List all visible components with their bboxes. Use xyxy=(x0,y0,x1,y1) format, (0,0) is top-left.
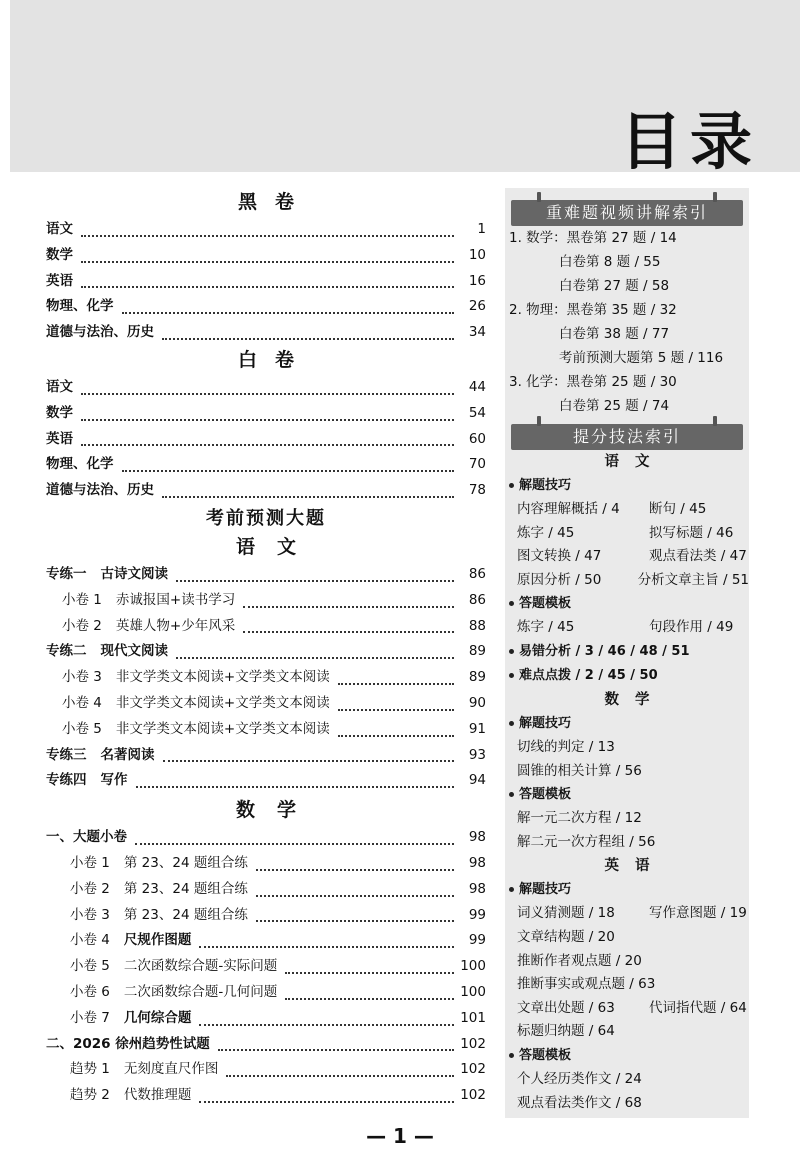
toc-row[interactable] xyxy=(46,743,486,769)
category-row: 难点点拨 / 2 / 45 / 50 xyxy=(505,664,749,688)
skill-entry: 句段作用 / 49 xyxy=(649,619,734,636)
toc-row[interactable] xyxy=(46,375,486,401)
index-sidebar xyxy=(505,188,749,1118)
skill-entry: 写作意图题 / 19 xyxy=(649,905,747,922)
leader-dots xyxy=(199,1024,454,1026)
leader-dots xyxy=(81,444,454,446)
video-index-banner xyxy=(511,200,743,226)
toc-label: 一、大题小卷 xyxy=(46,829,127,846)
leader-dots xyxy=(122,470,455,472)
toc-text: 第 23、24 题组合练 xyxy=(123,906,248,923)
toc-label: 小卷 4 xyxy=(70,932,110,949)
skill-row xyxy=(505,616,749,640)
skill-list xyxy=(505,902,749,1044)
toc-label: 语文 xyxy=(46,221,73,237)
category-row: 答题模板 xyxy=(505,592,749,616)
toc-row[interactable] xyxy=(46,614,486,640)
video-index-row[interactable] xyxy=(505,346,749,370)
toc-label: 道德与法治、历史 xyxy=(46,482,154,499)
toc-page: 100 xyxy=(460,958,486,975)
video-index-entry: 黑卷第 27 题 / 14 xyxy=(566,230,677,246)
skill-entry: 标题归纳题 / 64 xyxy=(517,1023,615,1040)
video-index-row[interactable] xyxy=(505,274,749,298)
toc-label: 小卷 5 xyxy=(62,720,102,737)
toc-text: 现代文阅读 xyxy=(100,643,168,660)
toc-row[interactable] xyxy=(46,1083,486,1109)
toc-left-column xyxy=(46,188,486,1109)
video-index-row[interactable] xyxy=(505,250,749,274)
leader-dots xyxy=(176,580,454,582)
video-index-entry: 白卷第 27 题 / 58 xyxy=(559,278,670,294)
video-index-row[interactable] xyxy=(505,370,749,394)
bullet-icon xyxy=(509,649,514,654)
toc-label: 趋势 2 xyxy=(70,1087,110,1104)
toc-page: 101 xyxy=(460,1009,486,1026)
section-title-shuxue: 数学 xyxy=(235,799,318,822)
toc-row[interactable] xyxy=(46,1032,486,1058)
toc-text: 无刻度直尺作图 xyxy=(123,1061,219,1078)
toc-text: 第 23、24 题组合练 xyxy=(123,880,248,897)
skill-row xyxy=(505,973,749,997)
toc-row[interactable] xyxy=(46,665,486,691)
leader-dots xyxy=(81,286,454,288)
skill-entry: 词义猜测题 / 18 xyxy=(517,905,615,922)
skill-index-banner xyxy=(511,424,743,450)
section-title-predict: 考前预测大题 xyxy=(206,507,326,529)
bullet-icon xyxy=(509,887,514,892)
skill-row xyxy=(505,1020,749,1044)
skill-list xyxy=(505,616,749,640)
toc-row[interactable] xyxy=(46,639,486,665)
toc-text: 代数推理题 xyxy=(123,1087,192,1104)
toc-label: 语文 xyxy=(46,378,73,395)
leader-dots xyxy=(218,1049,454,1051)
skill-row xyxy=(505,997,749,1021)
toc-label: 物理、化学 xyxy=(46,298,114,315)
toc-list-bai xyxy=(46,375,486,504)
toc-page: 91 xyxy=(468,720,486,737)
leader-dots xyxy=(136,786,455,788)
skill-row xyxy=(505,522,749,546)
toc-list-yuwen xyxy=(46,562,486,794)
leader-dots xyxy=(256,920,454,922)
toc-page: 86 xyxy=(468,591,486,608)
skill-list xyxy=(505,807,749,854)
video-index-subject: 3. 化学： xyxy=(509,374,567,390)
leader-dots xyxy=(199,946,454,948)
category-row: 易错分析 / 3 / 46 / 48 / 51 xyxy=(505,640,749,664)
toc-page: 90 xyxy=(468,694,486,711)
toc-row[interactable] xyxy=(46,717,486,743)
toc-text: 写作 xyxy=(100,772,128,789)
skill-index-title: 提分技法索引 xyxy=(572,427,681,446)
leader-dots xyxy=(135,843,454,845)
video-index-row[interactable] xyxy=(505,394,749,418)
skill-entry: 分析文章主旨 / 51 xyxy=(637,571,749,588)
page-title: 目录 xyxy=(619,105,760,178)
category-row: 解题技巧 xyxy=(505,878,749,902)
toc-page: 98 xyxy=(468,829,486,846)
toc-row[interactable] xyxy=(46,1057,486,1083)
leader-dots xyxy=(81,393,454,395)
leader-dots xyxy=(122,312,455,314)
toc-page: 16 xyxy=(468,272,486,289)
toc-label: 小卷 7 xyxy=(70,1009,110,1026)
toc-row[interactable] xyxy=(46,452,486,478)
toc-page: 102 xyxy=(460,1087,486,1104)
skill-entry: 观点看法类作文 / 68 xyxy=(517,1094,642,1111)
toc-label: 小卷 4 xyxy=(62,694,102,711)
toc-label: 小卷 1 xyxy=(62,591,102,608)
skill-yingyu-title: 英语 xyxy=(604,858,666,875)
leader-dots xyxy=(162,338,454,340)
leader-dots xyxy=(163,760,455,762)
leader-dots xyxy=(81,235,454,237)
toc-row[interactable] xyxy=(46,825,486,851)
toc-label: 专练一 xyxy=(46,565,87,582)
skill-row xyxy=(505,545,749,569)
toc-row[interactable] xyxy=(46,928,486,954)
leader-dots xyxy=(243,606,454,608)
toc-text: 几何综合题 xyxy=(123,1009,192,1026)
skill-entry: 圆锥的相关计算 / 56 xyxy=(517,762,642,779)
skill-row xyxy=(505,498,749,522)
skill-entry: 代词指代题 / 64 xyxy=(649,999,747,1016)
bullet-icon xyxy=(509,721,514,726)
toc-text: 第 23、24 题组合练 xyxy=(123,854,248,871)
category-row: 解题技巧 xyxy=(505,474,749,498)
skill-entry: 推断事实或观点题 / 63 xyxy=(517,976,656,993)
skill-entry: 观点看法类 / 47 xyxy=(649,548,747,565)
video-index-row[interactable] xyxy=(505,322,749,346)
toc-row[interactable] xyxy=(46,588,486,614)
toc-page: 60 xyxy=(468,430,486,447)
toc-label: 二、2026 徐州趋势性试题 xyxy=(46,1035,210,1052)
toc-page: 78 xyxy=(468,482,486,499)
toc-label: 小卷 2 xyxy=(62,617,102,634)
video-index-subject: 1. 数学： xyxy=(509,230,567,246)
bullet-icon xyxy=(509,673,514,678)
skill-entry: 文章结构题 / 20 xyxy=(517,928,615,945)
video-index-subject: 2. 物理： xyxy=(509,302,567,318)
toc-text: 名著阅读 xyxy=(100,746,155,763)
bullet-icon xyxy=(509,1053,514,1058)
toc-page: 54 xyxy=(468,404,486,421)
toc-page: 99 xyxy=(468,932,486,949)
toc-label: 小卷 6 xyxy=(70,983,110,1000)
toc-row[interactable] xyxy=(46,562,486,588)
toc-label: 小卷 5 xyxy=(70,958,110,975)
toc-row[interactable] xyxy=(46,1006,486,1032)
toc-label: 物理、化学 xyxy=(46,456,114,473)
toc-page: 70 xyxy=(468,456,486,473)
skill-list xyxy=(505,498,749,592)
bullet-icon xyxy=(509,792,514,797)
toc-text: 赤诚报国+读书学习 xyxy=(115,591,236,608)
banner-peg xyxy=(537,192,541,202)
skill-entry: 炼字 / 45 xyxy=(517,524,575,541)
toc-row[interactable] xyxy=(46,877,486,903)
toc-label: 小卷 1 xyxy=(70,854,110,871)
category-row: 答题模板 xyxy=(505,1044,749,1068)
toc-row[interactable] xyxy=(46,294,486,320)
leader-dots xyxy=(256,869,454,871)
page-number: — 1 — xyxy=(366,1124,434,1148)
toc-row[interactable] xyxy=(46,427,486,453)
toc-row[interactable] xyxy=(46,478,486,504)
toc-row[interactable] xyxy=(46,980,486,1006)
skill-entry: 文章出处题 / 63 xyxy=(517,999,615,1016)
banner-peg xyxy=(713,192,717,202)
skill-row xyxy=(505,569,749,593)
toc-label: 数学 xyxy=(46,246,73,263)
toc-page: 98 xyxy=(468,854,486,871)
video-index-entry: 白卷第 25 题 / 74 xyxy=(559,398,670,414)
toc-row[interactable] xyxy=(46,320,486,346)
toc-text: 英雄人物+少年风采 xyxy=(115,617,236,634)
leader-dots xyxy=(199,1101,454,1103)
skill-list xyxy=(505,1068,749,1115)
leader-dots xyxy=(338,709,454,711)
toc-page: 98 xyxy=(468,880,486,897)
toc-page: 99 xyxy=(468,906,486,923)
leader-dots xyxy=(338,735,454,737)
toc-label: 专练四 xyxy=(46,772,87,789)
video-index-title: 重难题视频讲解索引 xyxy=(545,203,708,222)
video-index-entry: 黑卷第 35 题 / 32 xyxy=(566,302,677,318)
video-index-row[interactable] xyxy=(505,226,749,250)
toc-row[interactable] xyxy=(46,401,486,427)
skill-entry: 拟写标题 / 46 xyxy=(649,524,734,541)
skill-entry: 图文转换 / 47 xyxy=(517,548,602,565)
video-index-entry: 考前预测大题第 5 题 / 116 xyxy=(559,350,724,366)
section-title-yuwen: 语文 xyxy=(235,535,318,558)
toc-row[interactable] xyxy=(46,851,486,877)
skill-shuxue-title: 数学 xyxy=(604,691,666,708)
skill-entry: 内容理解概括 / 4 xyxy=(517,501,620,517)
section-title-bai: 白卷 xyxy=(237,348,312,371)
leader-dots xyxy=(226,1075,454,1077)
skill-list xyxy=(505,736,749,783)
toc-label: 专练二 xyxy=(46,643,87,660)
toc-label: 专练三 xyxy=(46,746,87,763)
skill-entry: 推断作者观点题 / 20 xyxy=(517,952,642,969)
toc-list-shuxue xyxy=(46,825,486,1109)
toc-page: 102 xyxy=(460,1035,486,1052)
toc-text: 非文学类文本阅读+文学类文本阅读 xyxy=(115,694,330,711)
toc-label: 趋势 1 xyxy=(70,1061,110,1078)
toc-page: 94 xyxy=(468,772,486,789)
toc-page: 1 xyxy=(477,221,486,237)
toc-text: 非文学类文本阅读+文学类文本阅读 xyxy=(115,669,330,686)
toc-row[interactable] xyxy=(46,903,486,929)
section-title-hei: 黑卷 xyxy=(237,191,312,213)
toc-text: 非文学类文本阅读+文学类文本阅读 xyxy=(115,720,330,737)
video-index-list xyxy=(505,226,749,418)
toc-label: 小卷 3 xyxy=(70,906,110,923)
toc-label: 数学 xyxy=(46,404,73,421)
skill-row xyxy=(505,950,749,974)
leader-dots xyxy=(162,496,454,498)
skill-entry: 断句 / 45 xyxy=(649,501,707,517)
skill-row xyxy=(505,926,749,950)
toc-text: 古诗文阅读 xyxy=(100,565,168,582)
toc-page: 86 xyxy=(468,565,486,582)
video-index-entry: 白卷第 38 题 / 77 xyxy=(559,326,670,342)
leader-dots xyxy=(338,683,454,685)
skill-entry: 原因分析 / 50 xyxy=(517,571,602,588)
toc-list-hei xyxy=(46,217,486,346)
toc-page: 89 xyxy=(468,669,486,686)
toc-label: 英语 xyxy=(46,272,73,289)
toc-label: 小卷 2 xyxy=(70,880,110,897)
toc-text: 尺规作图题 xyxy=(123,932,192,949)
toc-page: 88 xyxy=(468,617,486,634)
leader-dots xyxy=(243,631,454,633)
toc-text: 二次函数综合题-实际问题 xyxy=(123,958,278,975)
toc-page: 44 xyxy=(468,378,486,395)
skill-entry: 解二元一次方程组 / 56 xyxy=(517,833,656,850)
toc-page: 102 xyxy=(460,1061,486,1078)
skill-yuwen-title: 语文 xyxy=(604,454,666,470)
skill-entry: 个人经历类作文 / 24 xyxy=(517,1070,642,1087)
toc-page: 89 xyxy=(468,643,486,660)
category-row: 解题技巧 xyxy=(505,712,749,736)
bullet-icon xyxy=(509,601,514,606)
leader-dots xyxy=(256,895,454,897)
toc-label: 小卷 3 xyxy=(62,669,102,686)
toc-page: 93 xyxy=(468,746,486,763)
toc-text: 二次函数综合题-几何问题 xyxy=(123,983,278,1000)
video-index-entry: 黑卷第 25 题 / 30 xyxy=(566,374,677,390)
toc-row[interactable] xyxy=(46,269,486,295)
skill-entry: 炼字 / 45 xyxy=(517,619,575,636)
toc-page: 100 xyxy=(460,983,486,1000)
toc-row[interactable] xyxy=(46,691,486,717)
toc-page: 34 xyxy=(468,324,486,341)
leader-dots xyxy=(285,998,454,1000)
toc-row[interactable] xyxy=(46,243,486,269)
skill-row xyxy=(505,902,749,926)
leader-dots xyxy=(176,657,454,659)
leader-dots xyxy=(81,261,454,263)
skill-entry: 解一元二次方程 / 12 xyxy=(517,810,642,827)
video-index-row[interactable] xyxy=(505,298,749,322)
toc-row[interactable] xyxy=(46,768,486,794)
video-index-entry: 白卷第 8 题 / 55 xyxy=(559,254,661,270)
toc-page: 26 xyxy=(468,298,486,315)
toc-page: 10 xyxy=(468,246,486,263)
leader-dots xyxy=(81,419,454,421)
bullet-icon xyxy=(509,483,514,488)
toc-label: 道德与法治、历史 xyxy=(46,324,154,341)
banner-peg xyxy=(713,416,717,426)
banner-peg xyxy=(537,416,541,426)
skill-entry: 切线的判定 / 13 xyxy=(517,738,615,755)
toc-row[interactable] xyxy=(46,217,486,243)
category-row: 答题模板 xyxy=(505,783,749,807)
toc-row[interactable] xyxy=(46,954,486,980)
leader-dots xyxy=(285,972,454,974)
toc-label: 英语 xyxy=(46,430,73,447)
